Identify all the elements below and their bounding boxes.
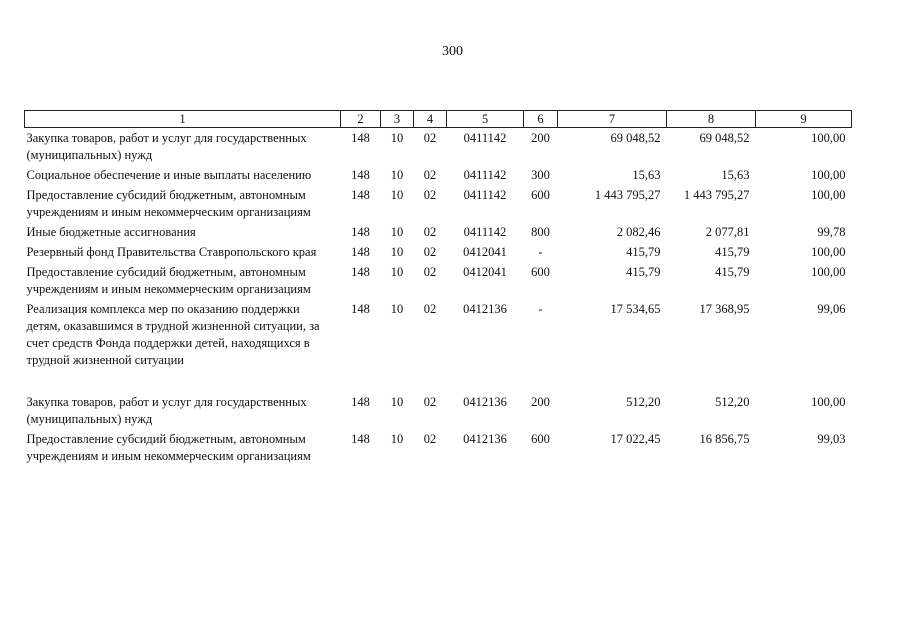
table-row: [25, 185, 852, 222]
cell-section: 10: [390, 188, 404, 202]
table-row: [25, 222, 852, 242]
cell-expense-type: 600: [531, 432, 550, 446]
cell-section: 10: [390, 225, 404, 239]
row-description: Предоставление субсидий бюджетным, автономным учреждениям и иным некоммерческим организациям: [26, 265, 311, 296]
table-row: [25, 299, 852, 370]
cell-percent: 100,00: [811, 168, 846, 182]
row-description: Закупка товаров, работ и услуг для государственных (муниципальных) нужд: [26, 395, 307, 426]
cell-section: 10: [390, 245, 404, 259]
cell-subsection: 02: [423, 432, 437, 446]
cell-code: 148: [351, 245, 370, 259]
cell-target-item: 0411142: [463, 131, 507, 145]
table-row: [25, 165, 852, 185]
cell-subsection: 02: [423, 225, 437, 239]
cell-target-item: 0412136: [463, 395, 507, 409]
cell-code: 148: [351, 188, 370, 202]
cell-code: 148: [351, 225, 370, 239]
cell-executed: 2 077,81: [705, 225, 750, 239]
table-row: [25, 429, 852, 466]
cell-subsection: 02: [423, 245, 437, 259]
column-header: 5: [447, 111, 524, 128]
column-header: 7: [558, 111, 667, 128]
cell-executed: 512,20: [715, 395, 750, 409]
column-header: 3: [381, 111, 414, 128]
cell-percent: 100,00: [811, 131, 846, 145]
cell-executed: 15,63: [721, 168, 750, 182]
column-header: 6: [524, 111, 558, 128]
column-header: 9: [756, 111, 852, 128]
cell-executed: 415,79: [715, 245, 750, 259]
cell-planned: 415,79: [626, 265, 661, 279]
cell-expense-type: 600: [531, 265, 550, 279]
column-header: 2: [341, 111, 381, 128]
row-description: Закупка товаров, работ и услуг для государственных (муниципальных) нужд: [26, 131, 307, 162]
cell-percent: 100,00: [811, 188, 846, 202]
cell-target-item: 0412136: [463, 432, 507, 446]
cell-expense-type: 200: [531, 395, 550, 409]
spacer-cell: [25, 370, 852, 392]
cell-executed: 415,79: [715, 265, 750, 279]
row-description: Предоставление субсидий бюджетным, автономным учреждениям и иным некоммерческим организациям: [26, 188, 311, 219]
cell-planned: 415,79: [626, 245, 661, 259]
table-row: [25, 242, 852, 262]
cell-target-item: 0411142: [463, 225, 507, 239]
cell-subsection: 02: [423, 265, 437, 279]
budget-table: [24, 110, 852, 466]
row-description: Реализация комплекса мер по оказанию поддержки детям, оказавшимся в трудной жизненной ситуации, за счет средств Фонда поддержки детей, находящихся в трудной жизненной ситуации: [26, 302, 320, 367]
cell-code: 148: [351, 302, 370, 316]
cell-target-item: 0412136: [463, 302, 507, 316]
column-header: 4: [414, 111, 447, 128]
cell-percent: 100,00: [811, 265, 846, 279]
cell-percent: 99,78: [817, 225, 846, 239]
row-description: Иные бюджетные ассигнования: [26, 225, 196, 239]
cell-executed: 16 856,75: [699, 432, 750, 446]
cell-executed: 1 443 795,27: [683, 188, 750, 202]
cell-subsection: 02: [423, 395, 437, 409]
cell-expense-type: 200: [531, 131, 550, 145]
cell-percent: 100,00: [811, 245, 846, 259]
cell-planned: 17 022,45: [610, 432, 661, 446]
cell-planned: 512,20: [626, 395, 661, 409]
cell-section: 10: [390, 432, 404, 446]
cell-section: 10: [390, 131, 404, 145]
cell-expense-type: 600: [531, 188, 550, 202]
column-header: 8: [667, 111, 756, 128]
cell-planned: 1 443 795,27: [594, 188, 661, 202]
column-header-row: [25, 111, 852, 128]
cell-subsection: 02: [423, 188, 437, 202]
row-description: Предоставление субсидий бюджетным, автономным учреждениям и иным некоммерческим организациям: [26, 432, 311, 463]
cell-percent: 99,06: [817, 302, 846, 316]
cell-planned: 15,63: [632, 168, 661, 182]
cell-planned: 2 082,46: [616, 225, 661, 239]
cell-planned: 17 534,65: [610, 302, 661, 316]
cell-code: 148: [351, 265, 370, 279]
row-description: Социальное обеспечение и иные выплаты населению: [26, 168, 312, 182]
column-header: 1: [25, 111, 341, 128]
cell-section: 10: [390, 302, 404, 316]
cell-target-item: 0411142: [463, 188, 507, 202]
cell-section: 10: [390, 265, 404, 279]
cell-target-item: 0411142: [463, 168, 507, 182]
cell-section: 10: [390, 395, 404, 409]
table-row: [25, 392, 852, 429]
cell-percent: 99,03: [817, 432, 846, 446]
cell-target-item: 0412041: [463, 245, 507, 259]
page-number: 300: [442, 44, 463, 59]
cell-section: 10: [390, 168, 404, 182]
cell-subsection: 02: [423, 131, 437, 145]
cell-expense-type: 300: [531, 168, 550, 182]
row-description: Резервный фонд Правительства Ставропольского края: [26, 245, 317, 259]
cell-planned: 69 048,52: [610, 131, 661, 145]
spacer-row: [25, 370, 852, 392]
cell-expense-type: 800: [531, 225, 550, 239]
cell-percent: 100,00: [811, 395, 846, 409]
cell-executed: 69 048,52: [699, 131, 750, 145]
cell-code: 148: [351, 395, 370, 409]
cell-executed: 17 368,95: [699, 302, 750, 316]
cell-expense-type: -: [538, 302, 543, 316]
cell-code: 148: [351, 168, 370, 182]
table-row: [25, 262, 852, 299]
cell-expense-type: -: [538, 245, 543, 259]
cell-subsection: 02: [423, 168, 437, 182]
cell-subsection: 02: [423, 302, 437, 316]
table-row: [25, 128, 852, 166]
cell-target-item: 0412041: [463, 265, 507, 279]
cell-code: 148: [351, 432, 370, 446]
cell-code: 148: [351, 131, 370, 145]
